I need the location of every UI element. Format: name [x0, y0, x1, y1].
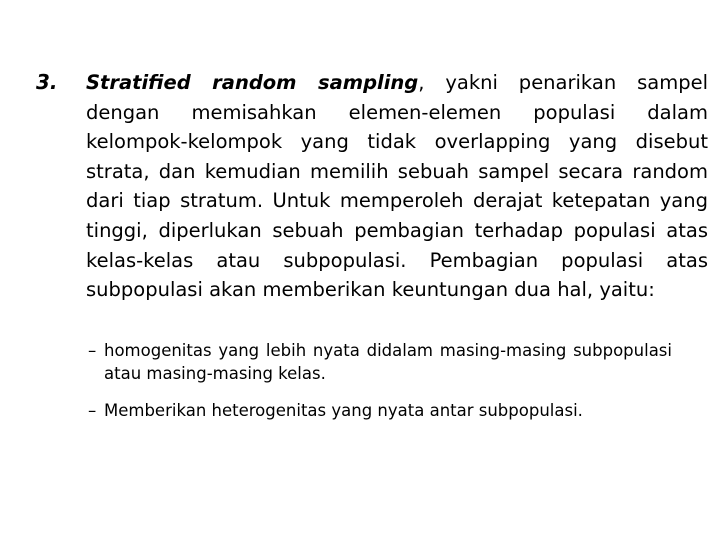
item-text: , yakni penarikan sampel dengan memisahkan elemen-elemen populasi dalam kelompok-kelompok yang tidak overlapping yang disebut strata, dan kemudian memilih sebuah sampel secara random dari tiap stratum. Untuk memperoleh derajat ketepatan yang tinggi, diperlukan sebuah pembagian terhadap populasi atas kelas-kelas atau subpopulasi. Pembagian populasi atas subpopulasi akan memberikan keuntungan dua hal, yaitu:	[86, 71, 708, 302]
sub-list-item-text: Memberikan heterogenitas yang nyata antar subpopulasi.	[104, 401, 583, 420]
item-number: 3.	[36, 70, 58, 94]
sub-list-item	[88, 400, 672, 423]
sub-list-item	[88, 340, 672, 385]
dash-marker: –	[88, 401, 97, 420]
item-paragraph	[86, 68, 708, 305]
item-term: Stratified random sampling	[86, 71, 419, 94]
sub-list	[88, 340, 672, 423]
sub-list-item-text: homogenitas yang lebih nyata didalam masing-masing subpopulasi atau masing-masing kelas.	[104, 341, 672, 383]
dash-marker: –	[88, 341, 97, 360]
